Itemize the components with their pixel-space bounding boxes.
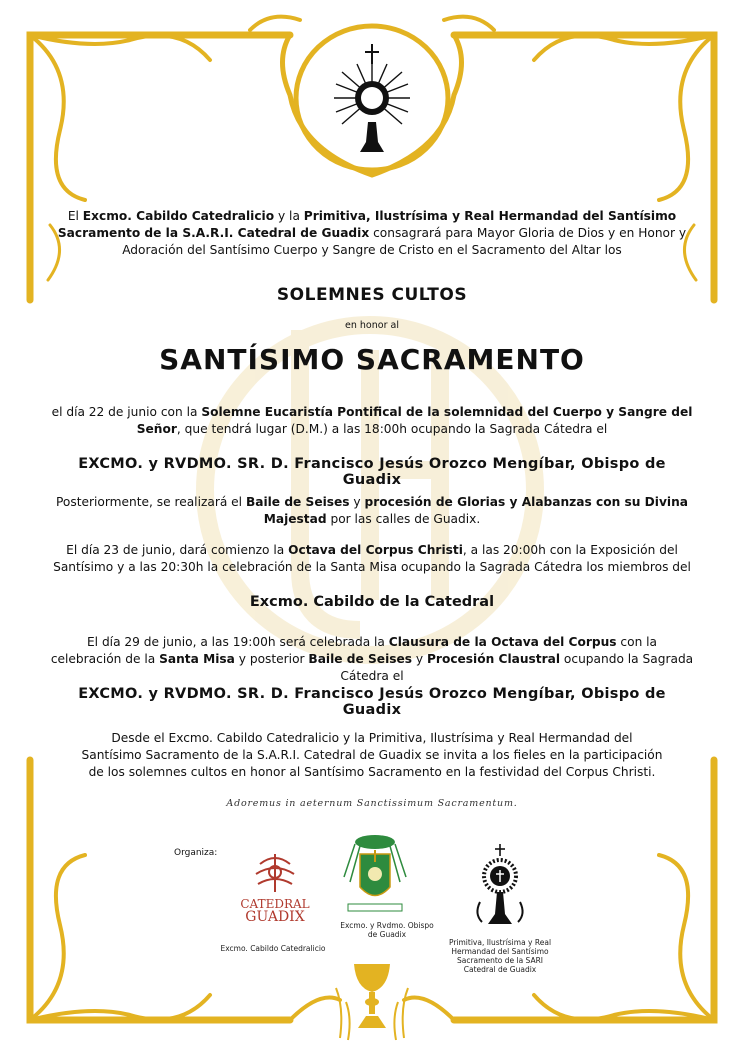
guadix-word: GUADIX — [245, 909, 305, 925]
hermandad-monstrance-icon — [470, 842, 530, 930]
intro-paragraph: El Excmo. Cabildo Catedralicio y la Primitiva, Ilustrísima y Real Hermandad del Santísimo Sacramento de la S.A.R.I. Catedral de Guadix consagrará para Mayor Gloria de Dios y en Honor y Adoración del Santísimo Cuerpo y Sangre de Cristo en el Sacramento del Altar los — [57, 209, 687, 257]
heading-solemnes-cultos: SOLEMNES CULTOS — [276, 285, 468, 305]
day23-paragraph: El día 23 de junio, dará comienzo la Octava del Corpus Christi, a las 20:00h con la Exposición del Santísimo y a las 20:30h la celebración de la Santa Misa ocupando la Sagrada Cátedra los miembros del — [53, 543, 691, 574]
bishop-line-1: EXCMO. y RVDMO. SR. D. Francisco Jesús Orozco Mengíbar, Obispo de Guadix — [78, 456, 666, 488]
heading-honor: en honor al — [345, 320, 399, 331]
motto: Adoremus in aeternum Sanctissimum Sacramentum. — [226, 798, 518, 809]
monstrance-icon — [322, 42, 422, 157]
chalice-icon — [330, 958, 414, 1042]
bishop-coat-of-arms — [338, 832, 412, 914]
day29-paragraph: El día 29 de junio, a las 19:00h será celebrada la Clausura de la Octava del Corpus con la celebración de la Santa Misa y posterior Baile de Seises y Procesión Claustral ocupando la Sagrada Cátedra el — [50, 635, 694, 683]
catedral-logo — [235, 852, 315, 932]
hermandad-caption: Primitiva, Ilustrísima y Real Hermandad del Santísimo Sacramento de la SARI Catedral de Guadix — [448, 938, 552, 974]
later-paragraph: Posteriormente, se realizará el Baile de Seises y procesión de Glorias y Alabanzas con su Divina Majestad por las calles de Guadix. — [55, 495, 689, 526]
cabildo-caption: Excmo. Cabildo Catedralicio — [220, 944, 326, 953]
cabildo-line: Excmo. Cabildo de la Catedral — [249, 594, 495, 610]
organiza-label: Organiza: — [174, 848, 218, 858]
catedral-word: CATEDRAL — [240, 897, 310, 911]
bishop-line-2: EXCMO. y RVDMO. SR. D. Francisco Jesús Orozco Mengíbar, Obispo de Guadix — [78, 686, 666, 718]
page-title: SANTÍSIMO SACRAMENTO — [159, 343, 585, 376]
closing-paragraph: Desde el Excmo. Cabildo Catedralicio y la Primitiva, Ilustrísima y Real Hermandad del Santísimo Sacramento de la S.A.R.I. Catedral de Guadix se invita a los fieles en la participación de los solemnes cultos en honor al Santísimo Sacramento en la festividad del Corpus Christi. — [81, 731, 663, 779]
bishop-caption: Excmo. y Rvdmo. Obispo de Guadix — [340, 921, 434, 939]
day22-paragraph: el día 22 de junio con la Solemne Eucaristía Pontifical de la solemnidad del Cuerpo y Sangre del Señor, que tendrá lugar (D.M.) a las 18:00h ocupando la Sagrada Cátedra el — [51, 405, 693, 436]
catedral-emblem-icon — [250, 852, 300, 894]
